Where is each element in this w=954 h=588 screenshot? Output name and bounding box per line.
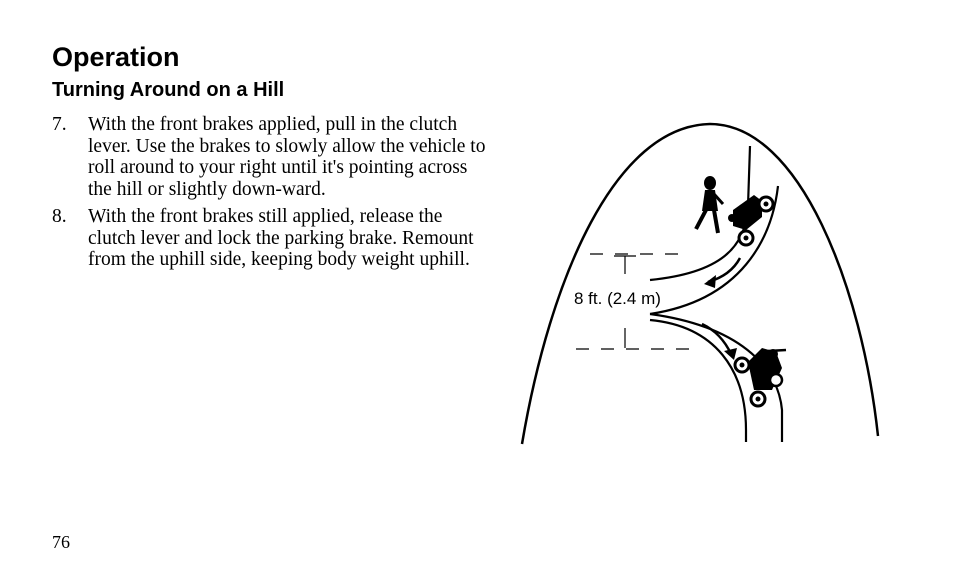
atv-icon [728,195,773,245]
page-title: Turning Around on a Hill [52,79,285,101]
arrow-head-icon [704,275,716,288]
step-number: 8. [52,206,67,227]
hill-outline-icon [522,124,878,444]
page-number: 76 [52,532,70,552]
instruction-list [52,114,492,277]
diagram-svg [510,118,890,450]
step-text: With the front brakes applied, pull in the clutch lever. Use the brakes to slowly allow the vehicle to roll around to your right until it's pointing across the hill or slightly down-ward. [88,114,486,200]
step-number: 7. [52,114,67,135]
step-text: With the front brakes still applied, release the clutch lever and lock the parking brake. Remount from the uphill side, keeping body weight uphill. [88,206,474,270]
distance-label: 8 ft. (2.4 m) [574,289,661,308]
rider-icon [696,176,723,233]
section-title: Operation [52,42,180,72]
hill-turn-diagram [510,118,890,450]
list-item [52,114,492,200]
list-item [52,206,492,271]
